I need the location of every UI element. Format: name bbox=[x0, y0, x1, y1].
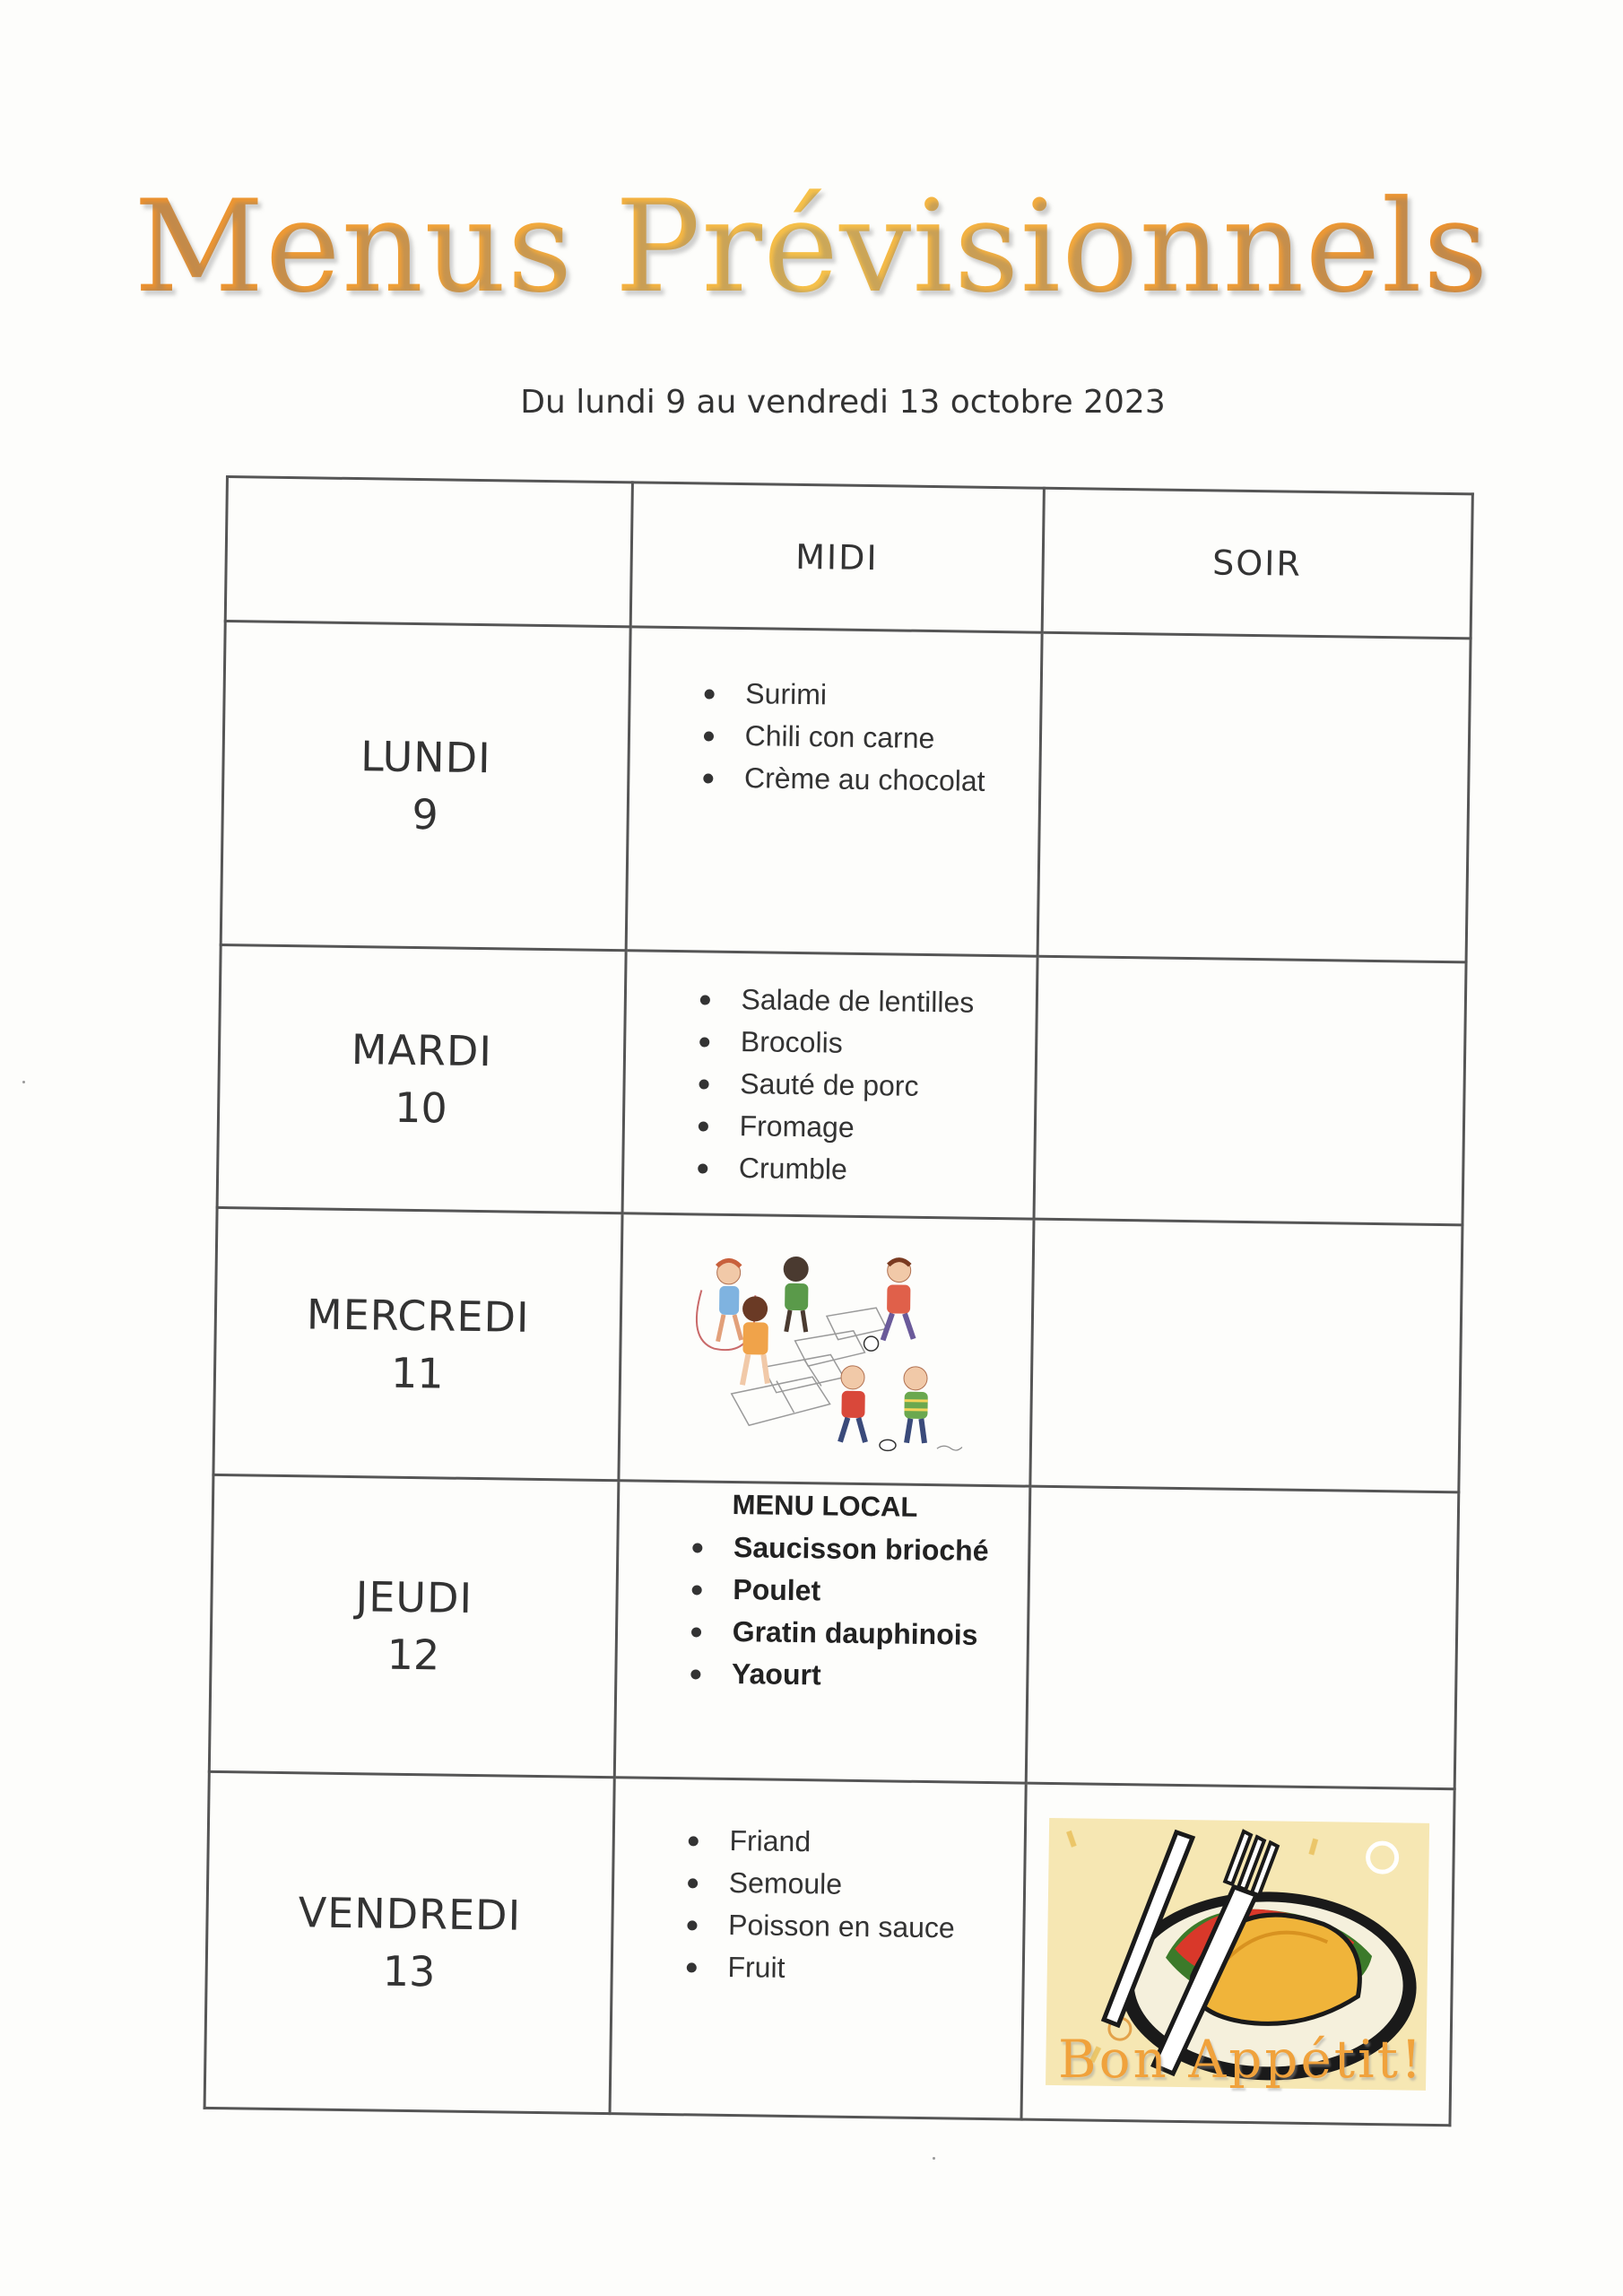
list-item: Fromage bbox=[687, 1104, 1034, 1151]
list-item: Salade de lentilles bbox=[689, 978, 1036, 1024]
list-item: Friand bbox=[677, 1819, 1024, 1866]
soir-menu-cell bbox=[1026, 1486, 1459, 1789]
menu-list bbox=[687, 978, 1036, 1193]
list-item: Brocolis bbox=[689, 1020, 1036, 1066]
scan-speck bbox=[22, 1081, 25, 1083]
table-row bbox=[221, 622, 1471, 962]
day-cell bbox=[217, 944, 626, 1213]
list-item: Surimi bbox=[693, 672, 1040, 718]
day-name: MARDI bbox=[351, 1025, 493, 1076]
day-date: 13 bbox=[382, 1946, 436, 1996]
list-item: Poulet bbox=[681, 1568, 1028, 1614]
day-name: VENDREDI bbox=[298, 1888, 522, 1940]
page-title: Menus Prévisionnels bbox=[0, 184, 1623, 311]
day-name: MERCREDI bbox=[306, 1289, 530, 1342]
list-item: Gratin dauphinois bbox=[680, 1610, 1027, 1657]
list-item: Saucisson brioché bbox=[681, 1526, 1028, 1572]
soir-menu-cell bbox=[1037, 632, 1471, 962]
menu-local-title: MENU LOCAL bbox=[732, 1488, 918, 1523]
corner-header-cell bbox=[225, 477, 632, 627]
table-row bbox=[213, 1207, 1462, 1492]
day-cell bbox=[221, 622, 630, 951]
day-date: 10 bbox=[394, 1083, 448, 1133]
midi-menu-cell bbox=[610, 1778, 1026, 2119]
midi-menu-cell bbox=[626, 627, 1042, 956]
menu-list bbox=[675, 1819, 1023, 1992]
list-item: Sauté de porc bbox=[688, 1062, 1035, 1109]
day-cell bbox=[204, 1771, 614, 2113]
soir-menu-cell bbox=[1034, 956, 1466, 1225]
table-header-row bbox=[225, 477, 1472, 639]
day-cell bbox=[209, 1474, 618, 1777]
table-row bbox=[217, 944, 1466, 1224]
midi-menu-cell bbox=[622, 951, 1037, 1219]
day-name: JEUDI bbox=[355, 1572, 473, 1622]
menu-list bbox=[692, 672, 1040, 803]
midi-menu-cell bbox=[619, 1213, 1034, 1486]
table-row bbox=[209, 1474, 1458, 1788]
soir-menu-cell bbox=[1029, 1219, 1462, 1492]
list-item: Semoule bbox=[676, 1861, 1023, 1908]
midi-menu-cell bbox=[614, 1481, 1029, 1783]
children-playing-illustration bbox=[676, 1240, 975, 1460]
day-date: 11 bbox=[390, 1348, 445, 1397]
day-name: LUNDI bbox=[360, 732, 492, 783]
day-cell bbox=[213, 1207, 622, 1480]
day-date: 12 bbox=[386, 1630, 440, 1680]
list-item: Poisson en sauce bbox=[676, 1903, 1023, 1950]
scan-speck bbox=[933, 2157, 935, 2160]
menu-table bbox=[204, 475, 1474, 2126]
date-range-subtitle: Du lundi 9 au vendredi 13 octobre 2023 bbox=[520, 384, 1166, 421]
day-date: 9 bbox=[412, 789, 439, 839]
list-item: Crumble bbox=[687, 1146, 1034, 1193]
midi-column-header: MIDI bbox=[630, 483, 1044, 632]
list-item: Yaourt bbox=[680, 1652, 1027, 1699]
menu-list bbox=[680, 1526, 1028, 1699]
bon-appetit-signoff: Bon Appétit! bbox=[1058, 2029, 1425, 2090]
soir-column-header: SOIR bbox=[1042, 488, 1473, 639]
list-item: Crème au chocolat bbox=[692, 756, 1039, 803]
list-item: Chili con carne bbox=[692, 714, 1039, 761]
list-item: Fruit bbox=[675, 1945, 1022, 1992]
